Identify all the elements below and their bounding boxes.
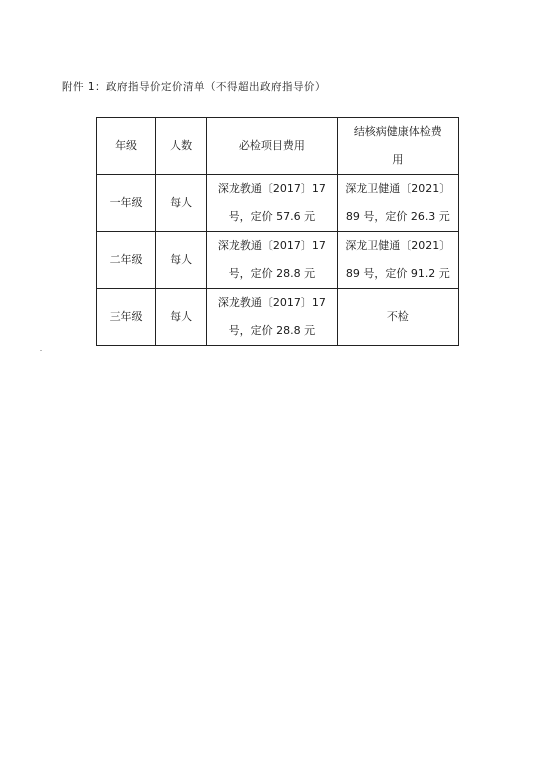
header-people: 人数 <box>156 118 207 175</box>
cell-tb-fee <box>337 175 458 232</box>
cell-grade: 一年级 <box>97 175 156 232</box>
scan-speck <box>40 350 42 351</box>
table-row <box>97 289 459 346</box>
document-heading: 附件 1：政府指导价定价清单（不得超出政府指导价） <box>62 81 327 93</box>
header-required-fee: 必检项目费用 <box>207 118 338 175</box>
cell-people: 每人 <box>156 289 207 346</box>
header-tb-fee-line2: 用 <box>392 153 404 166</box>
cell-tb-fee: 不检 <box>337 289 458 346</box>
required-fee-line2: 号，定价 28.8 元 <box>228 267 316 280</box>
cell-required-fee <box>207 289 338 346</box>
required-fee-line1: 深龙教通〔2017〕17 <box>217 239 326 252</box>
header-tb-fee-line1: 结核病健康体检费 <box>353 125 442 138</box>
price-table <box>96 117 459 346</box>
cell-people: 每人 <box>156 175 207 232</box>
tb-fee-line2: 89 号，定价 91.2 元 <box>345 267 450 280</box>
tb-fee-line1: 深龙卫健通〔2021〕 <box>345 182 451 195</box>
table-row <box>97 175 459 232</box>
cell-grade: 二年级 <box>97 232 156 289</box>
cell-tb-fee <box>337 232 458 289</box>
header-tb-fee <box>337 118 458 175</box>
table-row <box>97 232 459 289</box>
cell-people: 每人 <box>156 232 207 289</box>
tb-fee-line2: 89 号，定价 26.3 元 <box>345 210 450 223</box>
cell-required-fee <box>207 175 338 232</box>
required-fee-line1: 深龙教通〔2017〕17 <box>217 296 326 309</box>
required-fee-line1: 深龙教通〔2017〕17 <box>217 182 326 195</box>
required-fee-line2: 号，定价 28.8 元 <box>228 324 316 337</box>
cell-grade: 三年级 <box>97 289 156 346</box>
required-fee-line2: 号，定价 57.6 元 <box>228 210 316 223</box>
tb-fee-line1: 深龙卫健通〔2021〕 <box>345 239 451 252</box>
cell-required-fee <box>207 232 338 289</box>
header-grade: 年级 <box>97 118 156 175</box>
table-header-row <box>97 118 459 175</box>
